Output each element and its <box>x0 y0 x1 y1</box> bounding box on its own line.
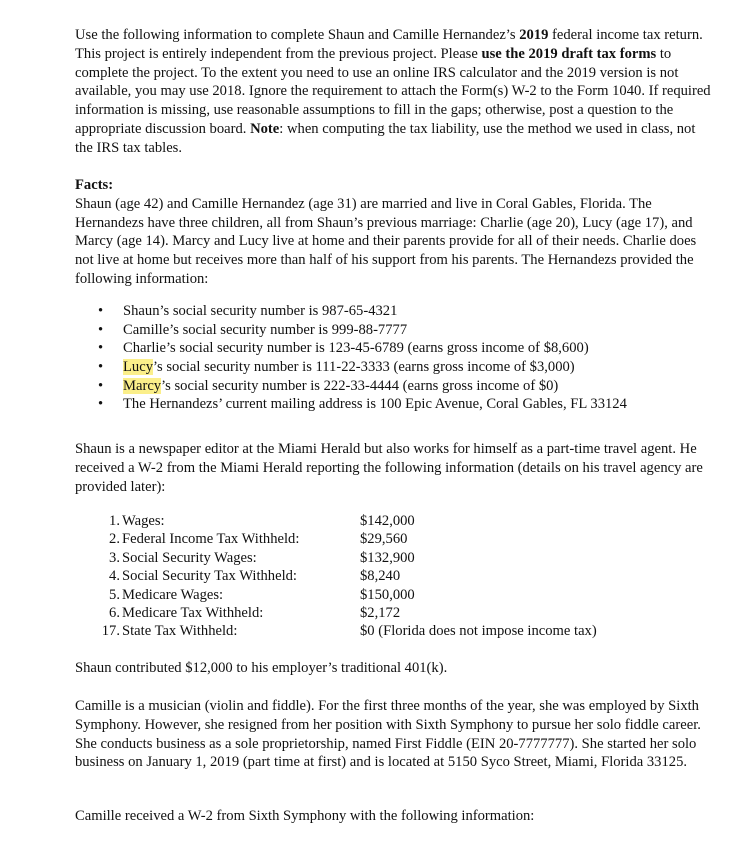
intro-text-3: to complete the project. To the extent you need to use an online IRS calculator and the 2019 version is not available, you may use 2018. Ignore the requirement to attach the Form(s) W-2 to the Form 1040. If required information is missing, use reasonable assumptions to fill in the gaps; otherwise, post a question to the appropriate discussion board. <box>75 45 711 137</box>
w2-value: $29,560 <box>360 531 408 548</box>
w2-value: $150,000 <box>360 586 415 603</box>
w2-label: Medicare Wages: <box>122 586 224 603</box>
bullet-text: Camille’s social security number is 999-88-7777 <box>123 321 408 338</box>
intro-text-4: : when computing the tax liability, use the method we used in class, not the IRS tax tables. <box>75 120 696 156</box>
shaun-paragraph: Shaun is a newspaper editor at the Miami Herald but also works for himself as a part-time travel agent. He received a W-2 from the Miami Herald reporting the following information (details on his travel agency are provided later): <box>75 441 703 495</box>
bullet-icon: • <box>98 340 104 357</box>
intro-year: 2019 <box>519 27 549 43</box>
bullet-text: Charlie’s social security number is 123-45-6789 (earns gross income of $8,600) <box>123 340 589 357</box>
highlighted-name-marcy: Marcy <box>123 377 162 394</box>
w2-label: State Tax Withheld: <box>122 623 238 640</box>
list-item <box>96 339 627 358</box>
facts-section <box>75 176 715 289</box>
w2-number: 2. <box>109 531 120 548</box>
w2-value: $132,900 <box>360 549 415 566</box>
bullet-text: ’s social security number is 222-33-4444 (earns gross income of $0) <box>161 377 559 394</box>
w2-label: Wages: <box>122 513 165 529</box>
bullet-icon: • <box>98 359 104 376</box>
w2-value: $142,000 <box>360 513 415 529</box>
list-item <box>96 358 627 377</box>
camille-paragraph: Camille is a musician (violin and fiddle). For the first three months of the year, she was employed by Sixth Symphony. However, she resigned from her position with Sixth Symphony to pursue her solo fiddle career. She conducts business as a sole proprietorship, named First Fiddle (EIN 20-7777777). She started her solo business on January 1, 2019 (part time at first) and is located at 5150 Syco Street, Miami, Florida 33125. <box>75 698 701 771</box>
w2-number: 6. <box>109 604 120 621</box>
bullet-text: The Hernandezs’ current mailing address is 100 Epic Avenue, Coral Gables, FL 33124 <box>123 396 627 413</box>
w2-label: Federal Income Tax Withheld: <box>122 531 300 548</box>
w2-number: 4. <box>109 568 120 585</box>
intro-text-2: federal income tax return. This project is entirely independent from the previous project. Please <box>75 27 703 62</box>
list-item <box>96 377 627 396</box>
facts-body: Shaun (age 42) and Camille Hernandez (age 31) are married and live in Coral Gables, Florida. The Hernandezs have three children, all from Shaun’s previous marriage: Charlie (age 20), Lucy (age 17), and Marcy (age 14). Marcy and Lucy live at home and their parents provide for all of their needs. Charlie does not live at home but receives more than half of his support from his parents. The Hernandezs provided the following information: <box>75 195 697 287</box>
camille-w2-intro: Camille received a W-2 from Sixth Symphony with the following information: <box>75 808 535 824</box>
intro-note-label: Note <box>250 120 280 137</box>
w2-label: Social Security Wages: <box>122 549 257 566</box>
bullet-icon: • <box>98 396 104 413</box>
list-item <box>96 395 627 414</box>
w2-value: $2,172 <box>360 604 401 621</box>
bullet-text: ’s social security number is 111-22-3333 (earns gross income of $3,000) <box>153 359 575 376</box>
list-item <box>96 321 627 340</box>
w2-number: 1. <box>109 513 120 529</box>
bullet-text: Shaun’s social security number is 987-65-4321 <box>123 303 398 319</box>
ssn-bullet-list <box>96 302 627 414</box>
w2-value: $8,240 <box>360 568 401 585</box>
bullet-icon: • <box>98 321 104 338</box>
list-item <box>96 302 627 321</box>
w2-number: 17. <box>101 623 120 640</box>
bullet-icon: • <box>98 303 104 319</box>
w2-label: Social Security Tax Withheld: <box>122 568 297 585</box>
bullet-icon: • <box>98 377 104 394</box>
w2-number: 3. <box>109 549 120 566</box>
w2-label: Medicare Tax Withheld: <box>122 604 264 621</box>
facts-heading: Facts: <box>75 177 114 193</box>
w2-value: $0 (Florida does not impose income tax) <box>360 623 597 640</box>
highlighted-name-lucy: Lucy <box>123 359 153 376</box>
intro-use-forms: use the 2019 draft tax forms <box>481 45 657 62</box>
intro-text-1: Use the following information to complete Shaun and Camille Hernandez’s <box>75 27 520 43</box>
contribution-paragraph: Shaun contributed $12,000 to his employer’s traditional 401(k). <box>75 660 448 676</box>
w2-number: 5. <box>109 586 120 603</box>
intro-paragraph <box>75 26 715 158</box>
